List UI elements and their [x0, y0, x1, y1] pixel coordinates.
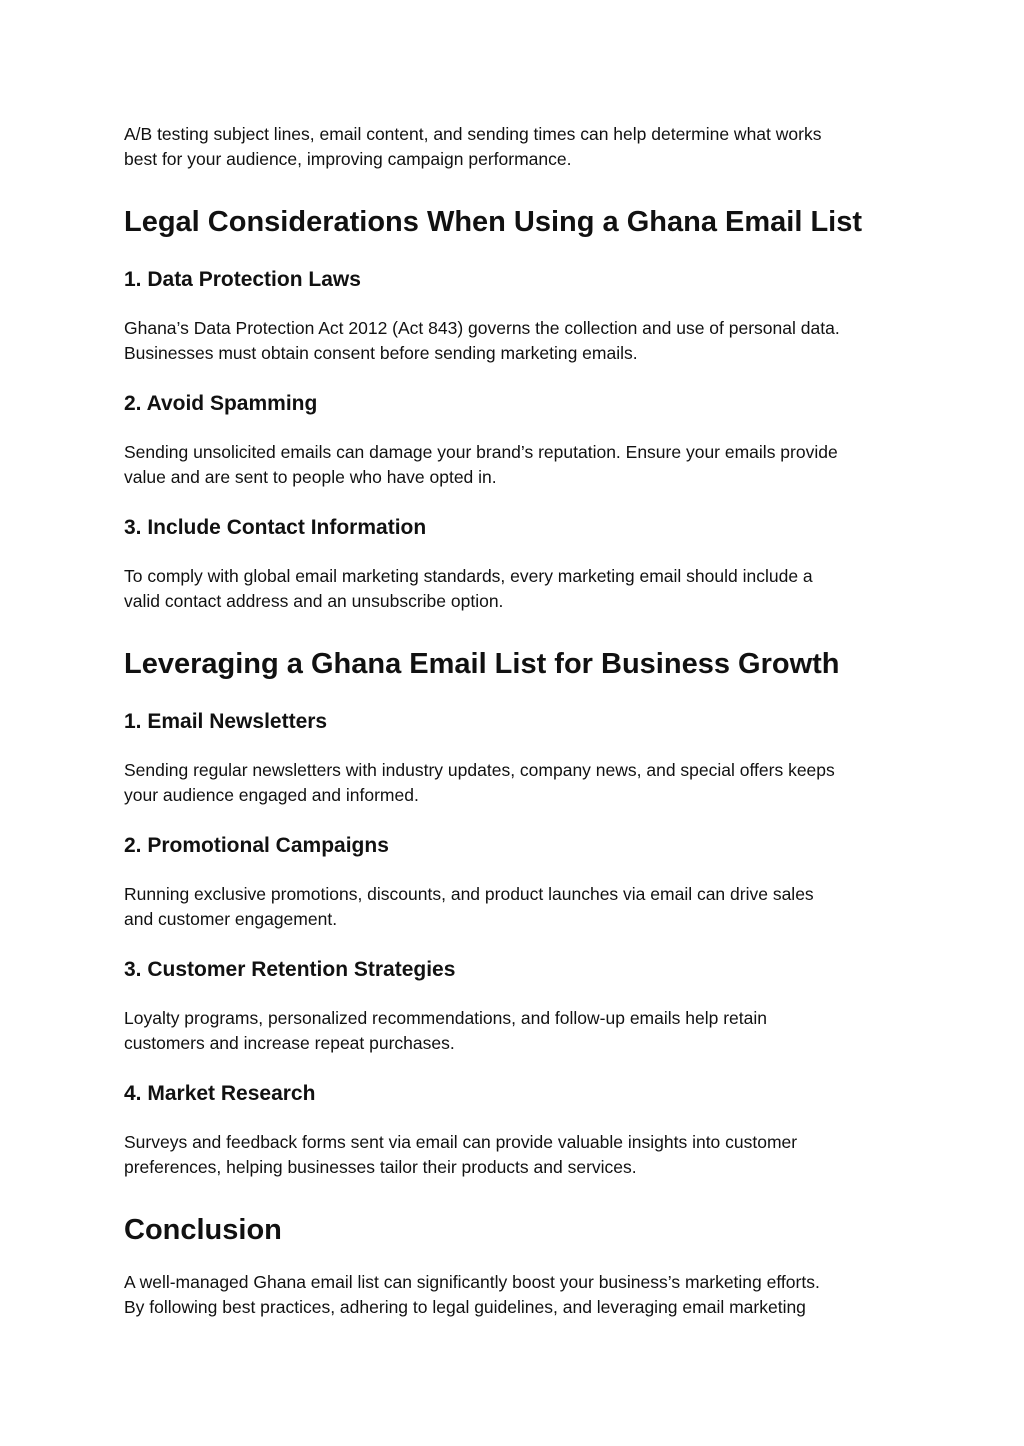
growth-subheading-market-research: 4. Market Research [124, 1082, 316, 1105]
growth-retention-line-1: Loyalty programs, personalized recommendations, and follow-up emails help retain [124, 1008, 767, 1028]
growth-subheading-promotional: 2. Promotional Campaigns [124, 834, 389, 857]
legal-data-protection-line-2: Businesses must obtain consent before sending marketing emails. [124, 343, 638, 363]
conclusion-line-2: By following best practices, adhering to legal guidelines, and leveraging email marketing [124, 1297, 806, 1317]
growth-market-research-line-2: preferences, helping businesses tailor their products and services. [124, 1157, 637, 1177]
growth-subheading-newsletters: 1. Email Newsletters [124, 710, 328, 733]
growth-promotional-line-2: and customer engagement. [124, 909, 338, 929]
legal-subheading-avoid-spamming: 2. Avoid Spamming [124, 392, 318, 415]
legal-contact-info-line-2: valid contact address and an unsubscribe option. [124, 591, 504, 611]
growth-subheading-retention: 3. Customer Retention Strategies [124, 958, 456, 981]
legal-section-heading: Legal Considerations When Using a Ghana Email List [124, 206, 863, 238]
growth-section-heading: Leveraging a Ghana Email List for Business Growth [124, 648, 840, 680]
conclusion-line-1: A well-managed Ghana email list can significantly boost your business’s marketing efforts. [124, 1272, 820, 1292]
legal-avoid-spamming-line-1: Sending unsolicited emails can damage your brand’s reputation. Ensure your emails provide [124, 442, 838, 462]
legal-subheading-data-protection: 1. Data Protection Laws [124, 268, 361, 291]
growth-market-research-line-1: Surveys and feedback forms sent via email can provide valuable insights into customer [124, 1132, 798, 1152]
growth-newsletters-line-1: Sending regular newsletters with industry updates, company news, and special offers keeps [124, 760, 835, 780]
legal-subheading-contact-info: 3. Include Contact Information [124, 516, 427, 539]
intro-line-2: best for your audience, improving campaign performance. [124, 149, 572, 169]
growth-retention-line-2: customers and increase repeat purchases. [124, 1033, 455, 1053]
conclusion-heading: Conclusion [124, 1214, 282, 1246]
legal-data-protection-line-1: Ghana’s Data Protection Act 2012 (Act 843) governs the collection and use of personal data. [124, 318, 840, 338]
legal-avoid-spamming-line-2: value and are sent to people who have opted in. [124, 467, 497, 487]
growth-newsletters-line-2: your audience engaged and informed. [124, 785, 419, 805]
growth-promotional-line-1: Running exclusive promotions, discounts, and product launches via email can drive sales [124, 884, 814, 904]
intro-line-1: A/B testing subject lines, email content, and sending times can help determine what works [124, 124, 822, 144]
legal-contact-info-line-1: To comply with global email marketing standards, every marketing email should include a [124, 566, 813, 586]
